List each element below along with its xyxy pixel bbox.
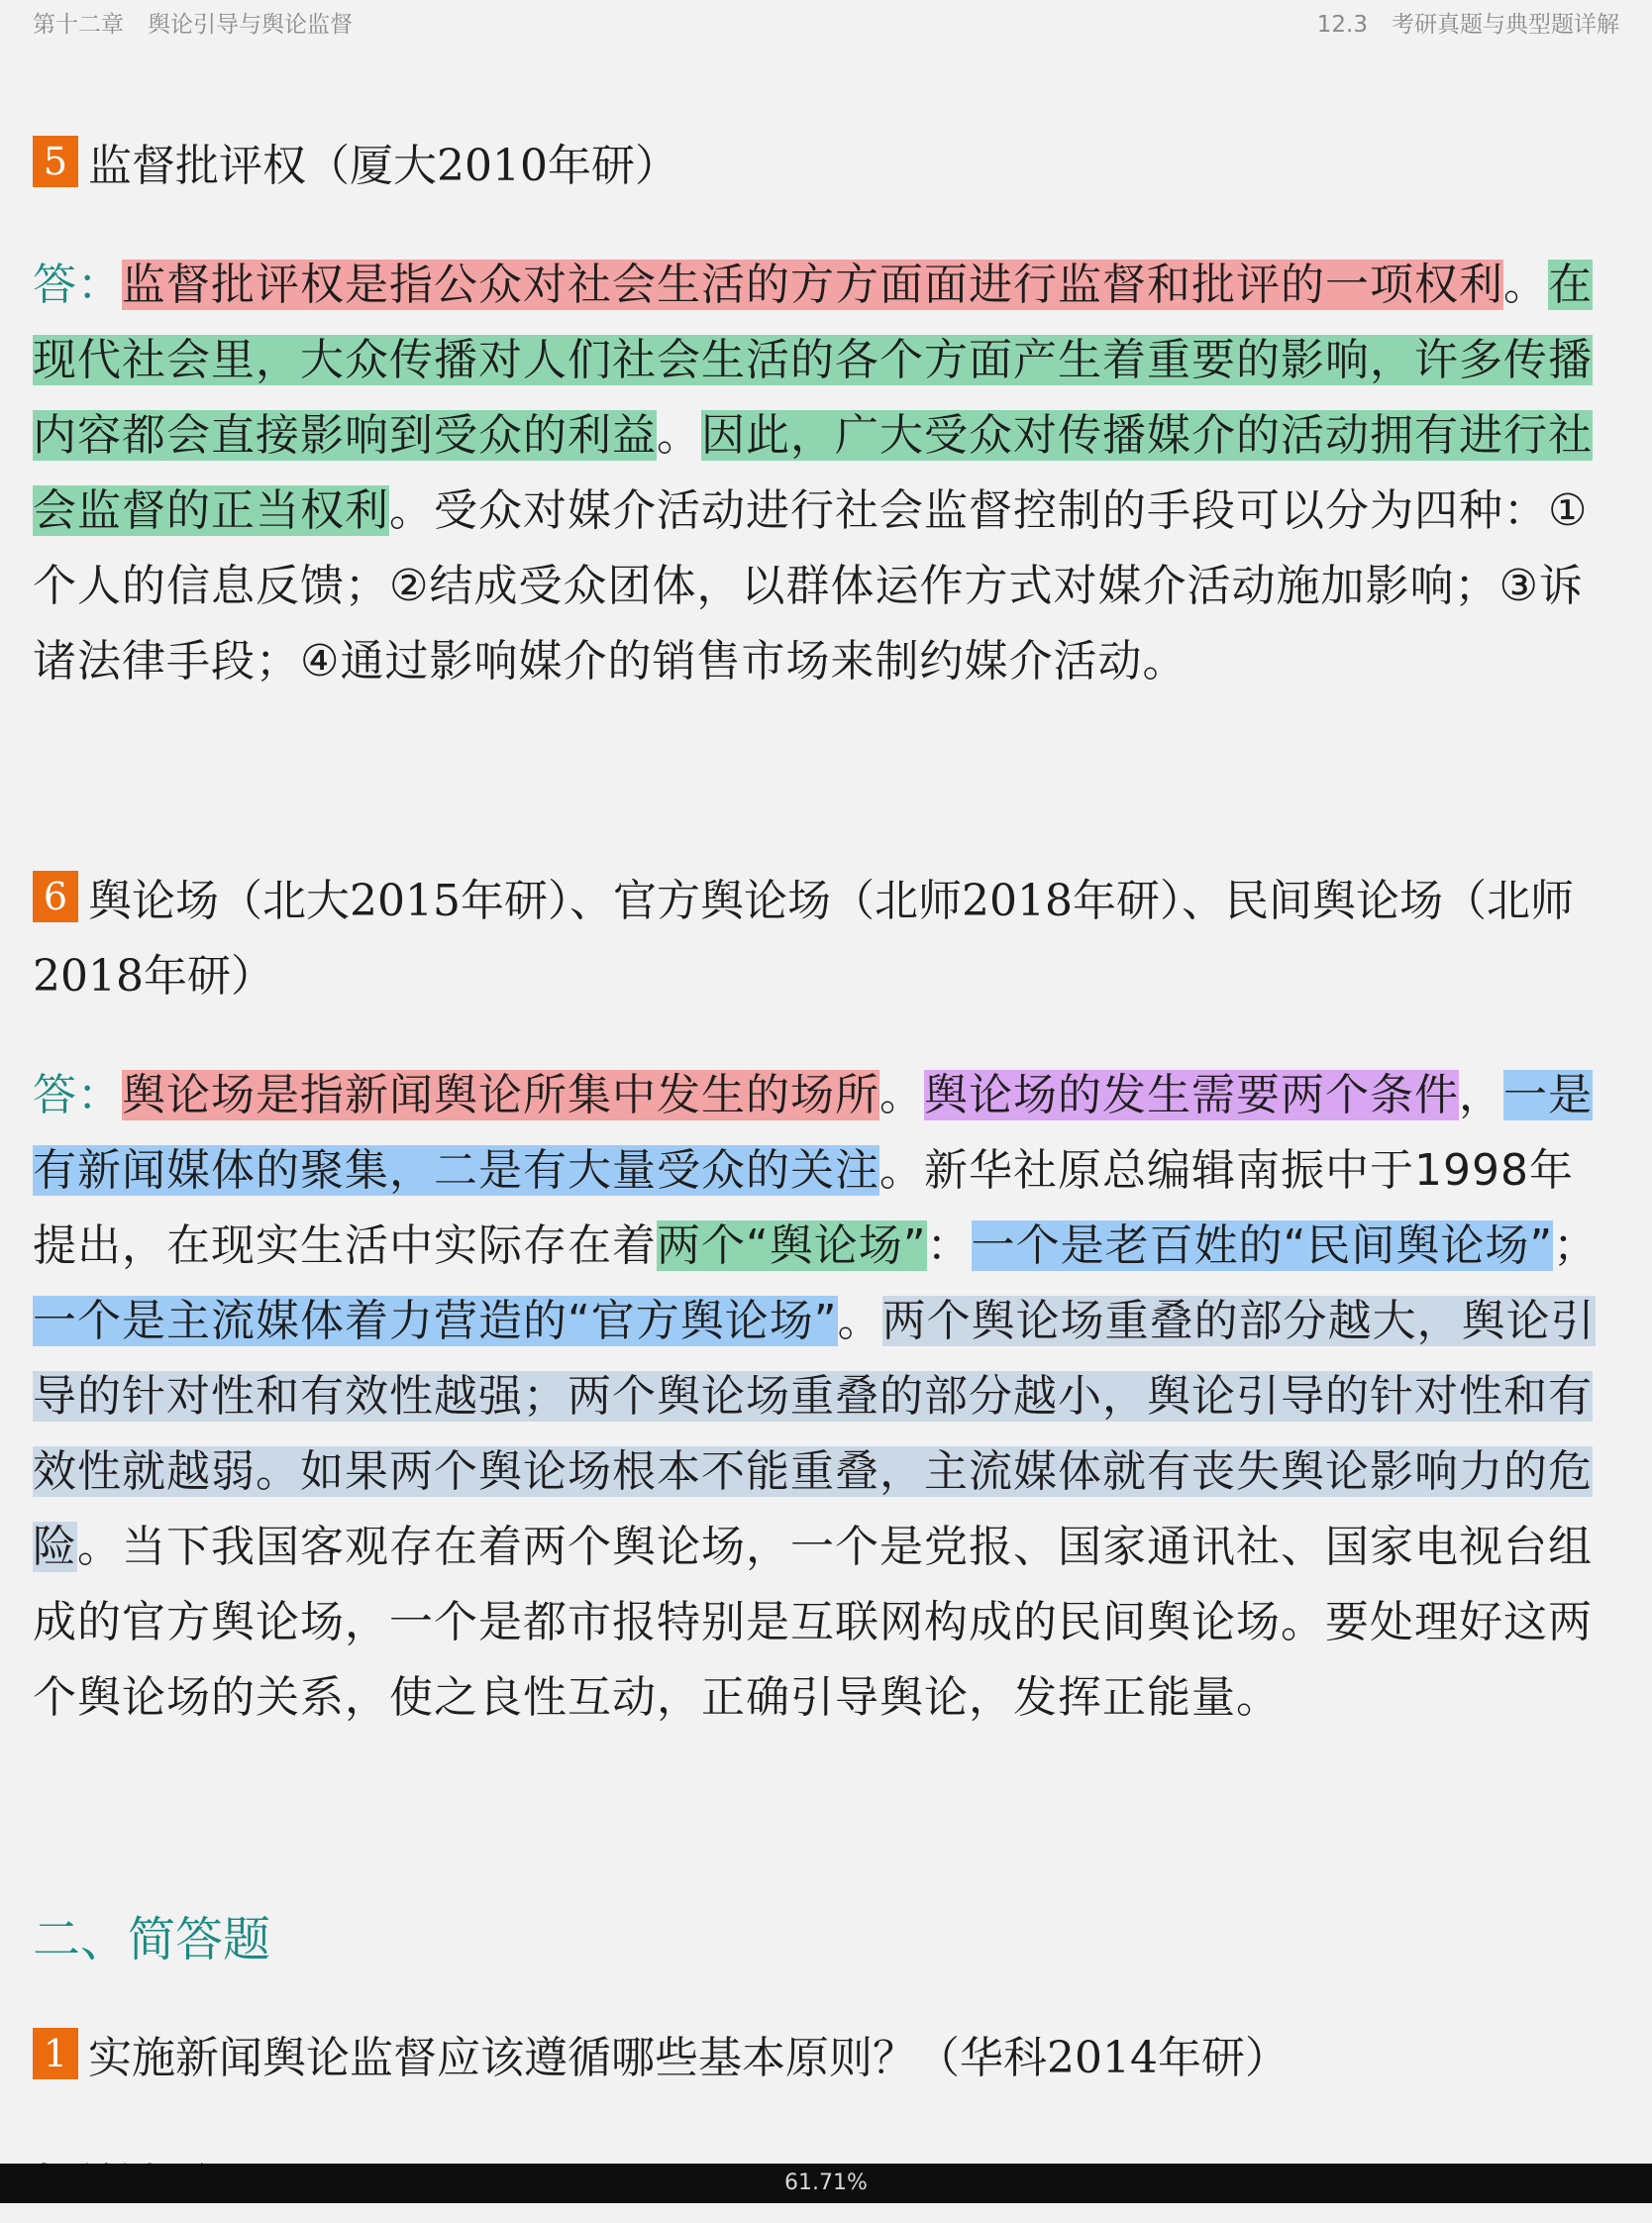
answer-text: 。	[837, 1296, 882, 1346]
answer-label: 答：	[33, 1070, 122, 1120]
section-title: 考研真题与典型题详解	[1392, 12, 1619, 38]
highlight-green[interactable]: 在现代社会里，大众传播对人们社会生活的各个方面产生着重要的影响，许多传播内容都会直接影响到受众的利益	[33, 260, 1593, 461]
answer-text: ：	[926, 1220, 972, 1271]
answer-label: 答：	[33, 260, 122, 310]
section-header	[1317, 6, 1619, 39]
question-5-title	[33, 129, 1617, 204]
question-6-title	[33, 864, 1617, 1014]
highlight-purple[interactable]: 舆论场的发生需要两个条件	[924, 1070, 1459, 1120]
answer-text: 。当下我国客观存在着两个舆论场，一个是党报、国家通讯社、国家电视台组成的官方舆论场，一个是都市报特别是互联网构成的民间舆论场。要处理好这两个舆论场的关系，使之良性互动，正确引导舆论，发挥正能量。	[33, 1522, 1593, 1723]
question-5-answer	[33, 248, 1617, 699]
section-number: 12.3	[1316, 12, 1368, 38]
highlight-green[interactable]: 两个“舆论场”	[657, 1220, 927, 1271]
answer-text: ；	[1553, 1220, 1599, 1271]
highlight-green[interactable]: 因此，广大受众对传播媒介的活动拥有进行社会监督的正当权利	[33, 410, 1593, 536]
question-number-badge: 5	[33, 136, 78, 187]
question-title-text: 实施新闻舆论监督应该遵循哪些基本原则？（华科2014年研）	[88, 2033, 1289, 2083]
question-6-answer	[33, 1058, 1617, 1736]
highlight-blue[interactable]: 一个是主流媒体着力营造的“官方舆论场”	[33, 1296, 838, 1346]
highlight-blue[interactable]: 一是有新闻媒体的聚集，二是有大量受众的关注	[33, 1070, 1593, 1196]
highlight-grey[interactable]: 两个舆论场重叠的部分越大，舆论引导的针对性和有效性越强；两个舆论场重叠的部分越小，舆论引导的针对性和有效性就越弱。如果两个舆论场根本不能重叠，主流媒体就有丧失舆论影响力的危险	[33, 1296, 1596, 1572]
answer-text: 。	[1503, 260, 1548, 310]
question-number-badge: 1	[33, 2028, 78, 2079]
answer-text: 。	[657, 410, 701, 461]
highlight-blue[interactable]: 一个是老百姓的“民间舆论场”	[971, 1220, 1554, 1271]
chapter-number: 第十二章	[33, 12, 124, 38]
reading-progress-bar[interactable]	[0, 2164, 1652, 2203]
chapter-header	[33, 6, 353, 39]
question-title-text: 舆论场（北大2015年研）、官方舆论场（北师2018年研）、民间舆论场（北师2018年研）	[33, 876, 1574, 1002]
highlight-red[interactable]: 监督批评权是指公众对社会生活的方方面面进行监督和批评的一项权利	[122, 260, 1503, 310]
answer-text: ，	[1459, 1070, 1503, 1120]
progress-percent: 61.71%	[784, 2170, 868, 2195]
chapter-title: 舆论引导与舆论监督	[148, 12, 353, 38]
answer-text: 。新华社原总编辑南振中于1998年提出，在现实生活中实际存在着	[33, 1145, 1574, 1271]
page-header	[0, 0, 1652, 44]
question-title-text: 监督批评权（厦大2010年研）	[88, 141, 678, 191]
highlight-red[interactable]: 舆论场是指新闻舆论所集中发生的场所	[122, 1070, 879, 1120]
question-number-badge: 6	[33, 871, 78, 922]
answer-text: 。受众对媒介活动进行社会监督控制的手段可以分为四种：①个人的信息反馈；②结成受众团体，以群体运作方式对媒介活动施加影响；③诉诸法律手段；④通过影响媒介的销售市场来制约媒介活动。	[33, 485, 1589, 687]
answer-text: 。	[879, 1070, 924, 1120]
question-1-title	[33, 2021, 1617, 2096]
section-heading: 二、简答题	[33, 1912, 271, 1967]
